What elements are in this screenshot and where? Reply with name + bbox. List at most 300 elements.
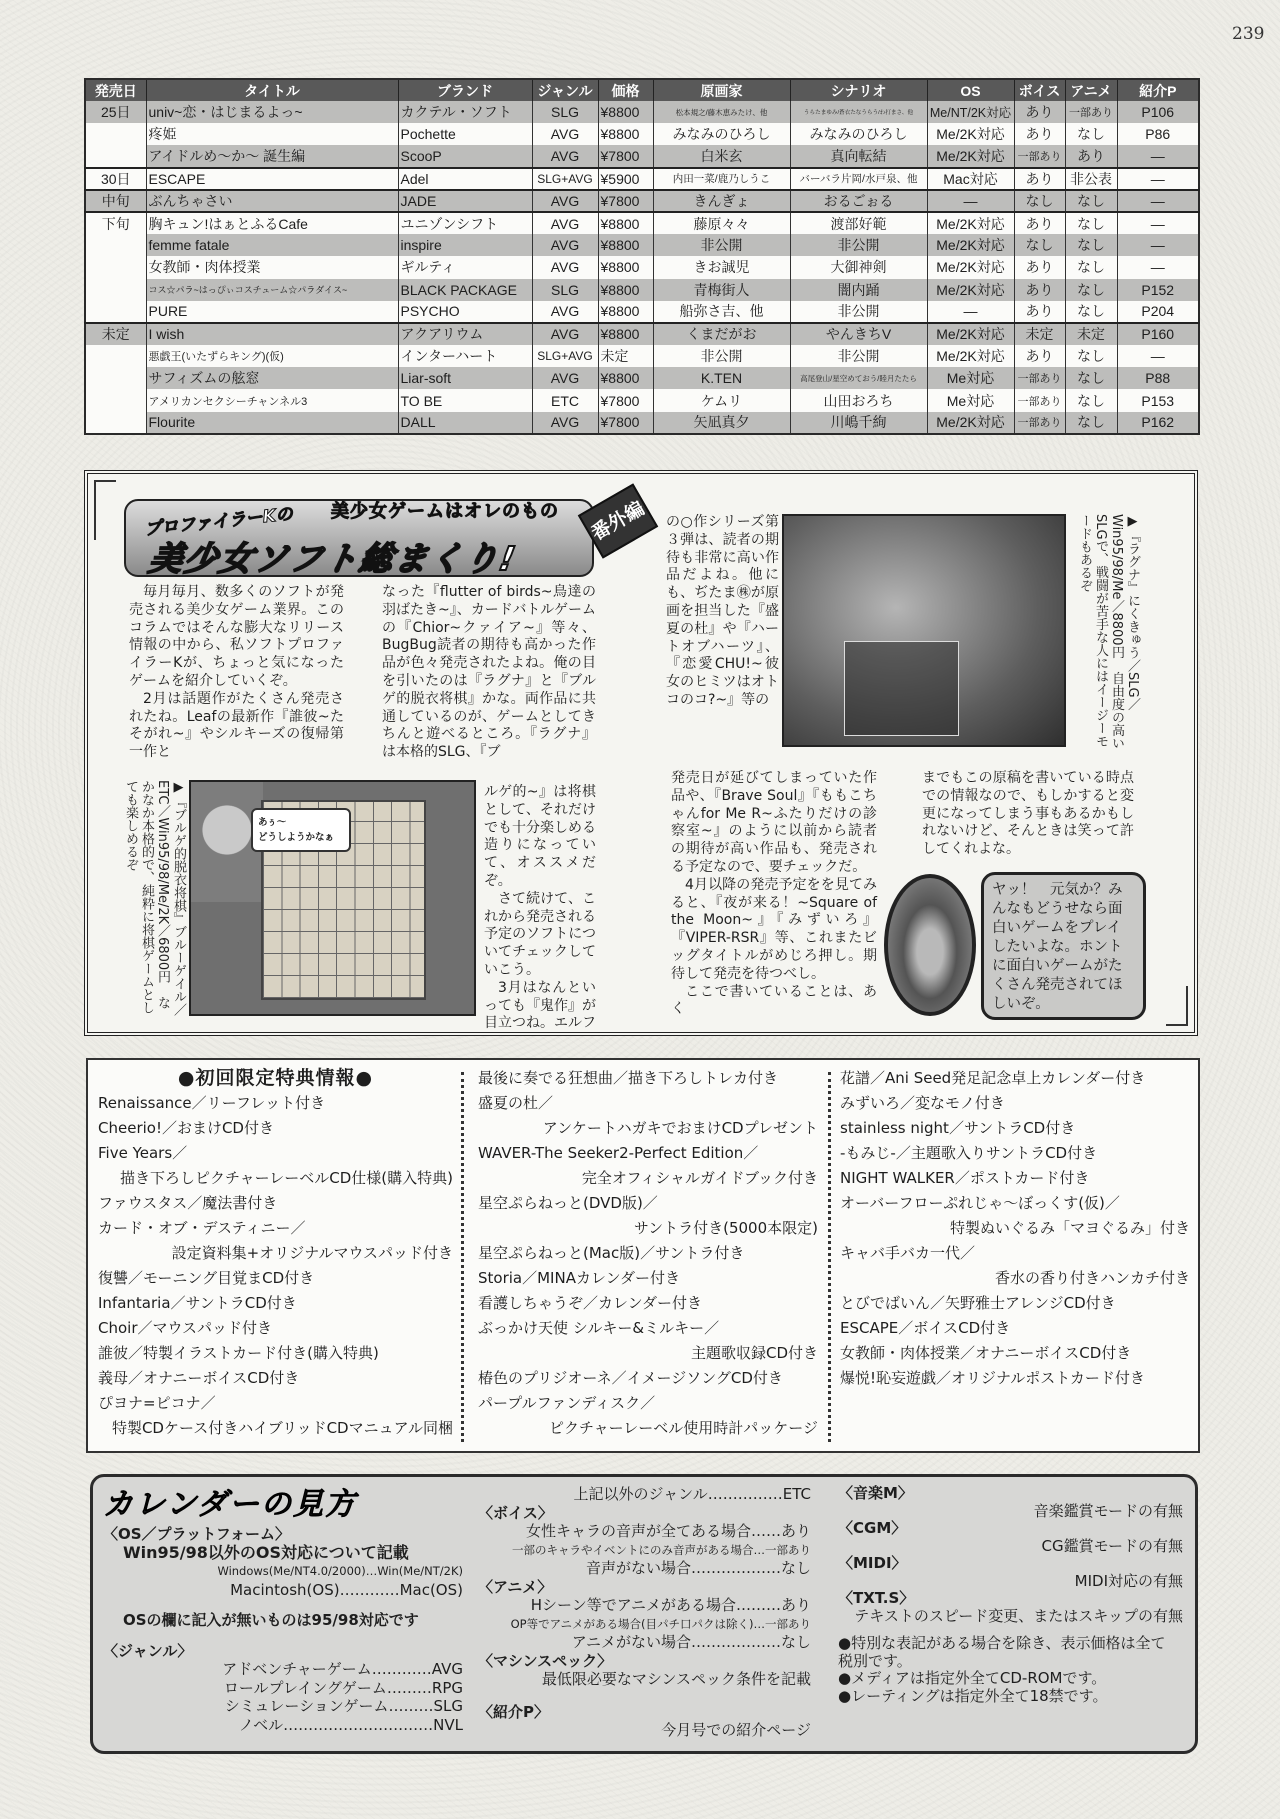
cell-artist: 非公開 [653,345,790,367]
legend-column-1 [103,1485,463,1734]
cell-date [85,234,146,256]
paragraph: 3月はなんといっても『鬼作』が目立つね。エルフ [484,979,596,1032]
cell-scenario: 真向転結 [790,145,927,167]
corner-ornament [1166,986,1188,1026]
cell-scenario: 非公開 [790,301,927,323]
cell-price: ¥8800 [598,367,653,389]
cell-voice: あり [1014,212,1065,234]
legend-text: 今月号での紹介ページ [661,1721,811,1739]
cell-date: 下旬 [85,212,146,234]
cell-page: P106 [1117,101,1199,123]
table-row [85,168,1199,190]
cell-price: ¥8800 [598,212,653,234]
legend-text: アニメがない場合………………なし [571,1633,811,1651]
cell-genre: AVG [532,123,598,145]
cell-title: 女教師・肉体授業 [146,256,398,278]
column-header: OS [927,79,1014,101]
bonus-item: 星空ぷらねっと(Mac版)／サントラ付き [478,1244,745,1262]
cell-date: 25日 [85,101,146,123]
cell-page: P204 [1117,301,1199,323]
bonus-item: 完全オフィシャルガイドブック付き [581,1169,818,1187]
cell-os: Me/NT/2K対応 [927,101,1014,123]
cell-date [85,279,146,301]
legend-text: ロールプレイングゲーム………RPG [223,1678,463,1697]
cell-date [85,389,146,411]
legend-heading: 〈音楽M〉 [838,1484,913,1502]
cell-artist: きんぎょ [653,190,790,212]
paragraph: 2月は話題作がたくさん発売されたね。Leafの最新作『誰彼~たそがれ~』やシルキーズの復帰第一作と [129,690,344,761]
bonus-item: stainless night／サントラCD付き [840,1119,1076,1137]
bonus-item: 盛夏の杜／ [478,1094,554,1112]
cell-brand: BLACK PACKAGE [398,279,532,301]
paragraph: 発売日が延びてしまっていた作品や、『Brave Soul』『ももこちゃんfor Me R~ふたりだけの診察室~』のように以前から読者の期待が高い作品も、発売される予定なので、要チェックだ。 [671,770,877,875]
cell-brand: TO BE [398,389,532,411]
column-header: タイトル [146,79,398,101]
cell-scenario: みなみのひろし [790,123,927,145]
author-photo [884,874,976,1016]
cell-genre: AVG [532,190,598,212]
cell-genre: AVG [532,256,598,278]
paragraph: ここで書いていることは、あく [671,983,877,1018]
legend-text: シミュレーションゲーム………SLG [224,1697,463,1715]
bonus-item: とびでばいん／矢野雅士アレンジCD付き [840,1294,1116,1312]
bonus-item: 椿色のプリジオーネ／イメージソングCD付き [478,1369,783,1387]
table-row [85,389,1199,411]
cell-genre: AVG [532,412,598,434]
cell-os: Me/2K対応 [927,279,1014,301]
dotted-divider [461,1072,464,1442]
cell-scenario: 非公開 [790,345,927,367]
cell-anime: なし [1065,234,1117,256]
column-header: 紹介P [1117,79,1199,101]
cell-anime: 非公表 [1065,168,1117,190]
legend-heading: 〈紹介P〉 [478,1702,549,1721]
bonus-column-3 [840,1066,1190,1391]
cell-os: Me/2K対応 [927,234,1014,256]
cell-price: ¥8800 [598,101,653,123]
cell-voice: 一部あり [1014,412,1065,434]
cell-scenario: 川嶋千絢 [790,412,927,434]
legend-text: テキストのスピード変更、またはスキップの有無 [854,1606,1183,1625]
cell-os: Me/2K対応 [927,145,1014,167]
bonus-item: 爆悦!恥妄遊戯／オリジナルポストカード付き [840,1369,1145,1387]
cell-brand: JADE [398,190,532,212]
paragraph: ルゲ的~』は将棋として、それだけでも十分楽しめる造りになっていて、オススメだぞ。 [484,784,596,889]
dialog-line: どうしようかなぁ [258,832,335,843]
cell-price: ¥8800 [598,256,653,278]
cell-anime: なし [1065,301,1117,323]
cell-os: Me対応 [927,389,1014,411]
table-row [85,345,1199,367]
bonus-item: 描き下ろしピクチャーレーベルCD仕様(購入特典) [120,1169,453,1187]
bonus-item: ピクチャーレーベル使用時計パッケージ [549,1419,818,1437]
cell-title: サフィズムの舷窓 [146,367,398,389]
cell-title: コス☆パラ~はっぴぃコスチューム☆パラダイス~ [146,279,398,301]
cell-voice: あり [1014,345,1065,367]
cell-title: 悪戯王(いたずらキング)(仮) [146,345,398,367]
table-row [85,279,1199,301]
release-calendar-table [84,78,1200,435]
bonus-item: 主題歌収録CD付き [690,1344,818,1362]
cell-artist: 青梅街人 [653,279,790,301]
cell-price: ¥7800 [598,412,653,434]
article-title-banner [124,499,594,577]
cell-brand: Pochette [398,123,532,145]
column-header: ボイス [1014,79,1065,101]
cell-date [85,301,146,323]
cell-voice: 未定 [1014,323,1065,345]
title-prefix: プロファイラーKの [143,504,294,540]
legend-heading: 〈ボイス〉 [478,1503,553,1522]
first-edition-bonus-box [86,1058,1200,1453]
bonus-item: 特製ぬいぐるみ「マヨぐるみ」付き [949,1219,1190,1237]
cell-date [85,367,146,389]
legend-text: Hシーン等でアニメがある場合………あり [530,1596,811,1614]
cell-genre: SLG+AVG [532,345,598,367]
table-row [85,367,1199,389]
legend-heading: 〈アニメ〉 [478,1577,553,1596]
column-header: ブランド [398,79,532,101]
table-row [85,145,1199,167]
legend-text: 上記以外のジャンル……………ETC [573,1485,811,1503]
cell-title: アイドルめ～か～ 誕生編 [146,145,398,167]
bonus-item: サントラ付き(5000本限定) [633,1219,818,1237]
legend-text: MIDI対応の有無 [1074,1571,1183,1590]
cell-page: — [1117,190,1199,212]
cell-title: 疼姫 [146,123,398,145]
ragna-game-screenshot [782,514,1066,747]
bonus-item: Five Years／ [98,1144,188,1162]
cell-scenario: うらたまゆみ/蒼衣たなうらう/わ打まさ、他 [790,101,927,123]
table-row [85,256,1199,278]
cell-scenario: 闇内踊 [790,279,927,301]
legend-heading: 〈OS／プラットフォーム〉 [103,1525,291,1543]
cell-artist: K.TEN [653,367,790,389]
table-row [85,301,1199,323]
cell-price: ¥5900 [598,168,653,190]
legend-text: 音声がない場合………………なし [585,1559,811,1577]
game-dialog [251,808,351,852]
bonus-item: みずいろ／変なモノ付き [840,1094,1005,1112]
cell-page: — [1117,256,1199,278]
bonus-item: ESCAPE／ボイスCD付き [840,1319,1011,1337]
legend-text: 最低限必要なマシンスペック条件を記載 [541,1670,811,1688]
paragraph: の○作シリーズ第３弾は、読者の期待も非常に高い作品だよね。他にも、ぢたま㊑が原画を担当した『盛夏の杜』や『ハートオブハーツ』、『恋愛CHU!~彼女のヒミツはオトコのコ?~』等の [666,514,779,708]
column-header: 原画家 [653,79,790,101]
cell-brand: ユニゾンシフト [398,212,532,234]
cell-genre: AVG [532,367,598,389]
legend-heading: 〈マシンスペック〉 [478,1651,613,1670]
cell-voice: なし [1014,234,1065,256]
legend-text: ノベル…………………………NVL [238,1715,463,1734]
bonus-item: 設定資料集+オリジナルマウスパッド付き [171,1244,453,1262]
cell-title: ぶんちゃさい [146,190,398,212]
table-row [85,101,1199,123]
legend-heading: 〈MIDI〉 [838,1554,907,1572]
cell-title: Flourite [146,412,398,434]
cell-genre: AVG [532,323,598,345]
cell-voice: あり [1014,279,1065,301]
cell-artist: きお誠児 [653,256,790,278]
bonus-item: Cheerio!／おまけCD付き [98,1119,274,1137]
legend-text: 女性キャラの音声が全てある場合……あり [525,1522,811,1540]
cell-price: ¥7800 [598,389,653,411]
bonus-item: オーバーフローぷれじゃ～ぼっくす(仮)／ [840,1194,1120,1212]
cell-title: PURE [146,301,398,323]
cell-scenario: 大御神剣 [790,256,927,278]
cell-voice: 一部あり [1014,367,1065,389]
legend-title: カレンダーの見方 [103,1487,358,1522]
table-row [85,234,1199,256]
cell-brand: カクテル・ソフト [398,101,532,123]
legend-text: OP等でアニメがある場合(目パチ口パクは除く)…一部あり [510,1616,811,1631]
cell-voice: 一部あり [1014,145,1065,167]
legend-note: ●特別な表記がある場合を除き、表示価格は全て税別です。 [838,1634,1166,1670]
cell-artist: くまだがお [653,323,790,345]
bonus-column-2 [478,1066,818,1441]
cell-anime: 未定 [1065,323,1117,345]
cell-artist: 内田一菜/鹿乃しうこ [653,168,790,190]
cell-scenario: 渡部好範 [790,212,927,234]
cell-artist: ケムリ [653,389,790,411]
cell-price: ¥8800 [598,301,653,323]
corner-ornament [94,480,116,540]
bonus-item: Infantaria／サントラCD付き [98,1294,297,1312]
cell-page: P152 [1117,279,1199,301]
cell-page: P153 [1117,389,1199,411]
cell-voice: あり [1014,301,1065,323]
bonus-item: 最後に奏でる狂想曲／描き下ろしトレカ付き [478,1069,779,1087]
bonus-item: 星空ぷらねっと(DVD版)／ [478,1194,658,1212]
cell-price: 未定 [598,345,653,367]
bonus-item: Storia／MINAカレンダー付き [478,1269,680,1287]
table-header-row [85,79,1199,101]
cell-os: Me/2K対応 [927,323,1014,345]
shogi-game-screenshot [189,780,476,1016]
cell-scenario: 高尾登山/星空めておう/睦月たたら [790,367,927,389]
bonus-item: -もみじ-／主題歌入りサントラCD付き [840,1144,1098,1162]
legend-text: Macintosh(OS)…………Mac(OS) [230,1580,463,1599]
ragna-caption: ▶『ラグナ』にくきゅう／SLG／Win95/98/Me／8800円 自由度の高いSLGで、戦闘が苦手な人にはイージーモードもあるぞ [1077,514,1140,750]
cell-os: — [927,190,1014,212]
article-column-3-lower [671,770,877,1019]
cell-price: ¥7800 [598,190,653,212]
legend-column-2 [478,1485,811,1740]
legend-column-3 [838,1485,1183,1705]
cell-price: ¥7800 [598,145,653,167]
cell-brand: インターハート [398,345,532,367]
legend-text: CG鑑賞モードの有無 [1041,1536,1183,1555]
cell-brand: Liar-soft [398,367,532,389]
cell-artist: 白米玄 [653,145,790,167]
cell-voice: 一部あり [1014,389,1065,411]
page-number: 239 [1232,24,1265,44]
legend-note: ●メディアは指定外全てCD-ROMです。 [838,1669,1107,1687]
cell-scenario: やんきちV [790,323,927,345]
bonus-item: 女教師・肉体授業／オナニーボイスCD付き [840,1344,1132,1362]
cell-os: Me/2K対応 [927,212,1014,234]
bonus-item: Renaissance／リーフレット付き [98,1094,326,1112]
cell-date [85,256,146,278]
bonus-item: 香水の香り付きハンカチ付き [994,1269,1190,1287]
cell-os: Me/2K対応 [927,256,1014,278]
cell-scenario: おるごぉる [790,190,927,212]
bonus-title: ●初回限定特典情報● [177,1067,374,1089]
dotted-divider [828,1072,831,1442]
cell-voice: あり [1014,256,1065,278]
article-column-2-lower [484,784,596,1033]
table-row [85,212,1199,234]
bonus-item: 特製CDケース付きハイブリッドCDマニュアル同梱 [111,1419,453,1437]
legend-note: OSの欄に記入が無いものは95/98対応です [123,1611,419,1629]
special-edition-badge: 番外編 [578,483,658,558]
cell-voice: あり [1014,101,1065,123]
dialog-line: あぅ～ [258,817,287,828]
cell-brand: アクアリウム [398,323,532,345]
article-column-1 [129,584,344,762]
cell-price: ¥8800 [598,279,653,301]
speech-bubble: ヤッ！ 元気か？みんなもどうせなら面白いゲームをプレイしたいよな。ホントに面白いゲームがたくさん発売されてほしいぞ。 [981,872,1146,1020]
legend-text: Win95/98以外のOS対応について記載 [123,1542,409,1562]
bonus-item: 看護しちゃうぞ／カレンダー付き [478,1294,703,1312]
legend-text: Windows(Me/NT4.0/2000)…Win(Me/NT/2K) [217,1564,463,1578]
cell-brand: inspire [398,234,532,256]
column-header: ジャンル [532,79,598,101]
shogi-caption: ▶『ブルゲ的脱衣将棋』ブルーゲイル／ETC／Win95/98/Me/2K／6800円 なかなか本格的で、純粋に将棋ゲームとしても楽しめるぞ [123,780,186,1016]
cell-anime: なし [1065,256,1117,278]
article-column-4 [922,770,1134,859]
column-header: シナリオ [790,79,927,101]
cell-price: ¥8800 [598,234,653,256]
cell-genre: AVG [532,212,598,234]
bonus-column-1 [98,1066,453,1441]
bonus-item: 花譜／Ani Seed発足記念卓上カレンダー付き [840,1069,1146,1087]
cell-artist: 矢凪真夕 [653,412,790,434]
cell-genre: AVG [532,145,598,167]
cell-date [85,145,146,167]
legend-text: 音楽鑑賞モードの有無 [1033,1501,1183,1520]
cell-price: ¥8800 [598,123,653,145]
cell-genre: SLG [532,279,598,301]
cell-artist: みなみのひろし [653,123,790,145]
cell-artist: 船弥さ吉、他 [653,301,790,323]
game-unit-menu [844,641,959,736]
cell-page: — [1117,145,1199,167]
paragraph: 毎月毎月、数多くのソフトが発売される美少女ゲーム業界。このコラムではそんな膨大なリリース情報の中から、私ソフトプロファイラーKが、ちょっと気になったゲームを紹介していくぞ。 [129,584,344,689]
cell-price: ¥8800 [598,323,653,345]
cell-anime: なし [1065,279,1117,301]
table-row [85,323,1199,345]
cell-title: 胸キュン!はぁとふるCafe [146,212,398,234]
bonus-item: 義母／オナニーボイスCD付き [98,1369,300,1387]
article-column-3 [666,514,779,710]
cell-date: 30日 [85,168,146,190]
cell-artist: 松本規之/藤木恵みたけ、他 [653,101,790,123]
cell-page: P86 [1117,123,1199,145]
cell-page: — [1117,345,1199,367]
cell-anime: なし [1065,212,1117,234]
cell-voice: なし [1014,190,1065,212]
cell-title: I wish [146,323,398,345]
cell-anime: なし [1065,412,1117,434]
cell-date: 中旬 [85,190,146,212]
bonus-item: パープルファンディスク／ [478,1394,656,1412]
cell-genre: AVG [532,234,598,256]
bonus-item: ぶっかけ天使 シルキー&ミルキー／ [478,1319,720,1337]
legend-heading: 〈ジャンル〉 [103,1641,193,1660]
bonus-item: ぴヨナ=ピコナ／ [98,1394,216,1412]
cell-os: Me/2K対応 [927,412,1014,434]
paragraph: までもこの原稿を書いている時点での情報なので、もしかすると変更になってしまう事もあるかもしれないけど、そんときは笑って許してくれよな。 [922,770,1134,858]
bonus-item: アンケートハガキでおまけCDプレゼント [542,1119,818,1137]
cell-genre: SLG [532,101,598,123]
bonus-item: NIGHT WALKER／ポストカード付き [840,1169,1090,1187]
column-header: アニメ [1065,79,1117,101]
cell-anime: なし [1065,123,1117,145]
cell-brand: DALL [398,412,532,434]
bonus-item: 誰彼／特製イラストカード付き(購入特典) [98,1344,379,1362]
bonus-item: WAVER-The Seeker2-Perfect Edition／ [478,1144,759,1162]
cell-title: アメリカンセクシーチャンネル3 [146,389,398,411]
cell-page: — [1117,234,1199,256]
bonus-item: Choir／マウスパッド付き [98,1319,273,1337]
cell-os: Me対応 [927,367,1014,389]
cell-brand: Adel [398,168,532,190]
cell-title: ESCAPE [146,168,398,190]
legend-text: アドベンチャーゲーム…………AVG [222,1660,463,1678]
column-header: 価格 [598,79,653,101]
paragraph: 4月以降の発売予定をを見てみると、『夜が来る！~Square of the Moon~』『みずいろ』『VIPER-RSR』等、これまたビッグタイトルがめじろ押し。期待して発売を待つべし。 [671,876,877,982]
table-row [85,123,1199,145]
table-row [85,190,1199,212]
legend-heading: 〈CGM〉 [838,1519,907,1537]
cell-brand: ScooP [398,145,532,167]
cell-anime: なし [1065,345,1117,367]
cell-brand: PSYCHO [398,301,532,323]
cell-page: — [1117,212,1199,234]
title-subtitle: 美少女ゲームはオレのもの [331,501,559,522]
cell-os: Mac対応 [927,168,1014,190]
legend-heading: 〈TXT.S〉 [838,1589,915,1607]
cell-date [85,345,146,367]
bonus-item: ファウスタス／魔法書付き [98,1194,278,1212]
cell-os: — [927,301,1014,323]
legend-note: ●レーティングは指定外全て18禁です。 [838,1686,1108,1705]
bonus-item: カード・オブ・デスティニー／ [98,1219,306,1237]
bonus-item: 復讐／モーニング目覚まCD付き [98,1269,315,1287]
cell-scenario: バーバラ片岡/水戸泉、他 [790,168,927,190]
cell-anime: あり [1065,145,1117,167]
paragraph: なった『flutter of birds~鳥達の羽ばたき~』、カードバトルゲームの『Chior~クァイア~』等々、BugBug読者の期待も高かった作品が色々発売されたよね。俺の目を引いたのは『ラグナ』と『ブルゲ的脱衣将棋』かな。両作品に共通しているのが、ゲームとしてきちんと遊べるところ。『ラグナ』は本格的SLG、『ブ [382,584,596,761]
cell-artist: 藤原々々 [653,212,790,234]
cell-anime: なし [1065,367,1117,389]
cell-date [85,123,146,145]
cell-anime: なし [1065,190,1117,212]
cell-artist: 非公開 [653,234,790,256]
cell-anime: なし [1065,389,1117,411]
cell-page: — [1117,168,1199,190]
cell-date [85,412,146,434]
cell-page: P162 [1117,412,1199,434]
cell-os: Me/2K対応 [927,123,1014,145]
calendar-legend-box [90,1474,1198,1754]
cell-voice: あり [1014,123,1065,145]
article-column-2 [382,584,596,762]
cell-genre: ETC [532,389,598,411]
column-article [84,470,1198,1036]
legend-text: 一部のキャラやイベントにのみ音声がある場合…一部あり [512,1542,811,1557]
bonus-item: キャバ手バカ一代／ [840,1244,976,1262]
